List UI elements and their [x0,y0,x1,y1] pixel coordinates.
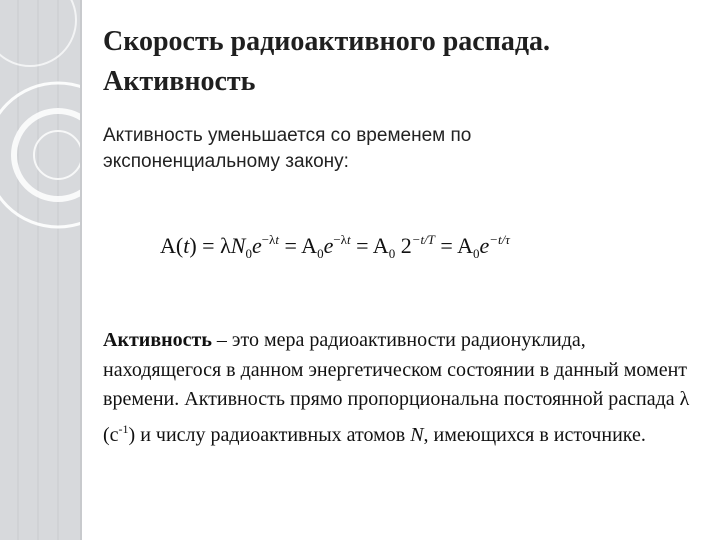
title-line-1: Скорость радиоактивного распада. [103,26,551,57]
formula-N: N [230,233,246,258]
formula-t: t [183,233,190,258]
intro-line-1: Активность уменьшается со временем по [103,125,472,146]
formula-sub0-a: 0 [245,246,252,261]
formula-exp4: −t/τ [489,232,510,247]
formula-two: 2 [395,233,412,258]
intro-text [103,123,683,175]
formula-eq2: = A [278,233,318,258]
definition-lambda: λ [679,388,690,410]
side-stripes [0,0,80,540]
title-line-2: Активность [103,66,256,97]
definition-text-1: – это мера радиоактивности радионуклида, находящегося в данном энергетическом состоянии в данный момент времени. Активность прямо пропорциональна постоянной распада [103,329,688,410]
formula-eq3: = A [350,233,389,258]
formula-exp1: −λt [261,232,279,247]
activity-definition [103,326,698,450]
definition-unit-close: ) и числу радиоактивных атомов [128,423,411,446]
activity-formula [160,232,510,262]
formula-exp3: −t/T [411,232,435,247]
formula-lhs: A( [160,233,184,258]
formula-e1: e [251,233,262,258]
intro-line-2: экспоненциальному закону: [103,151,349,172]
formula-sub0-c: 0 [388,246,396,261]
term-activity: Активность [103,329,212,351]
formula-e3: e [479,233,490,258]
definition-unit-open: (с [103,423,119,446]
formula-sub0-b: 0 [317,246,324,261]
formula-e2: e [323,233,334,258]
formula-lambda: λ [220,233,231,258]
slide-title [103,22,703,102]
formula-exp2: −λt [333,232,351,247]
vertical-divider [80,0,82,540]
formula-sub0-d: 0 [473,246,480,261]
formula-eq4: = A [434,233,474,258]
definition-N: N [410,423,424,446]
definition-text-2: , имеющихся в источнике. [423,423,646,446]
definition-unit-exp: -1 [118,421,129,436]
formula-lhs-close: ) = [189,233,221,258]
